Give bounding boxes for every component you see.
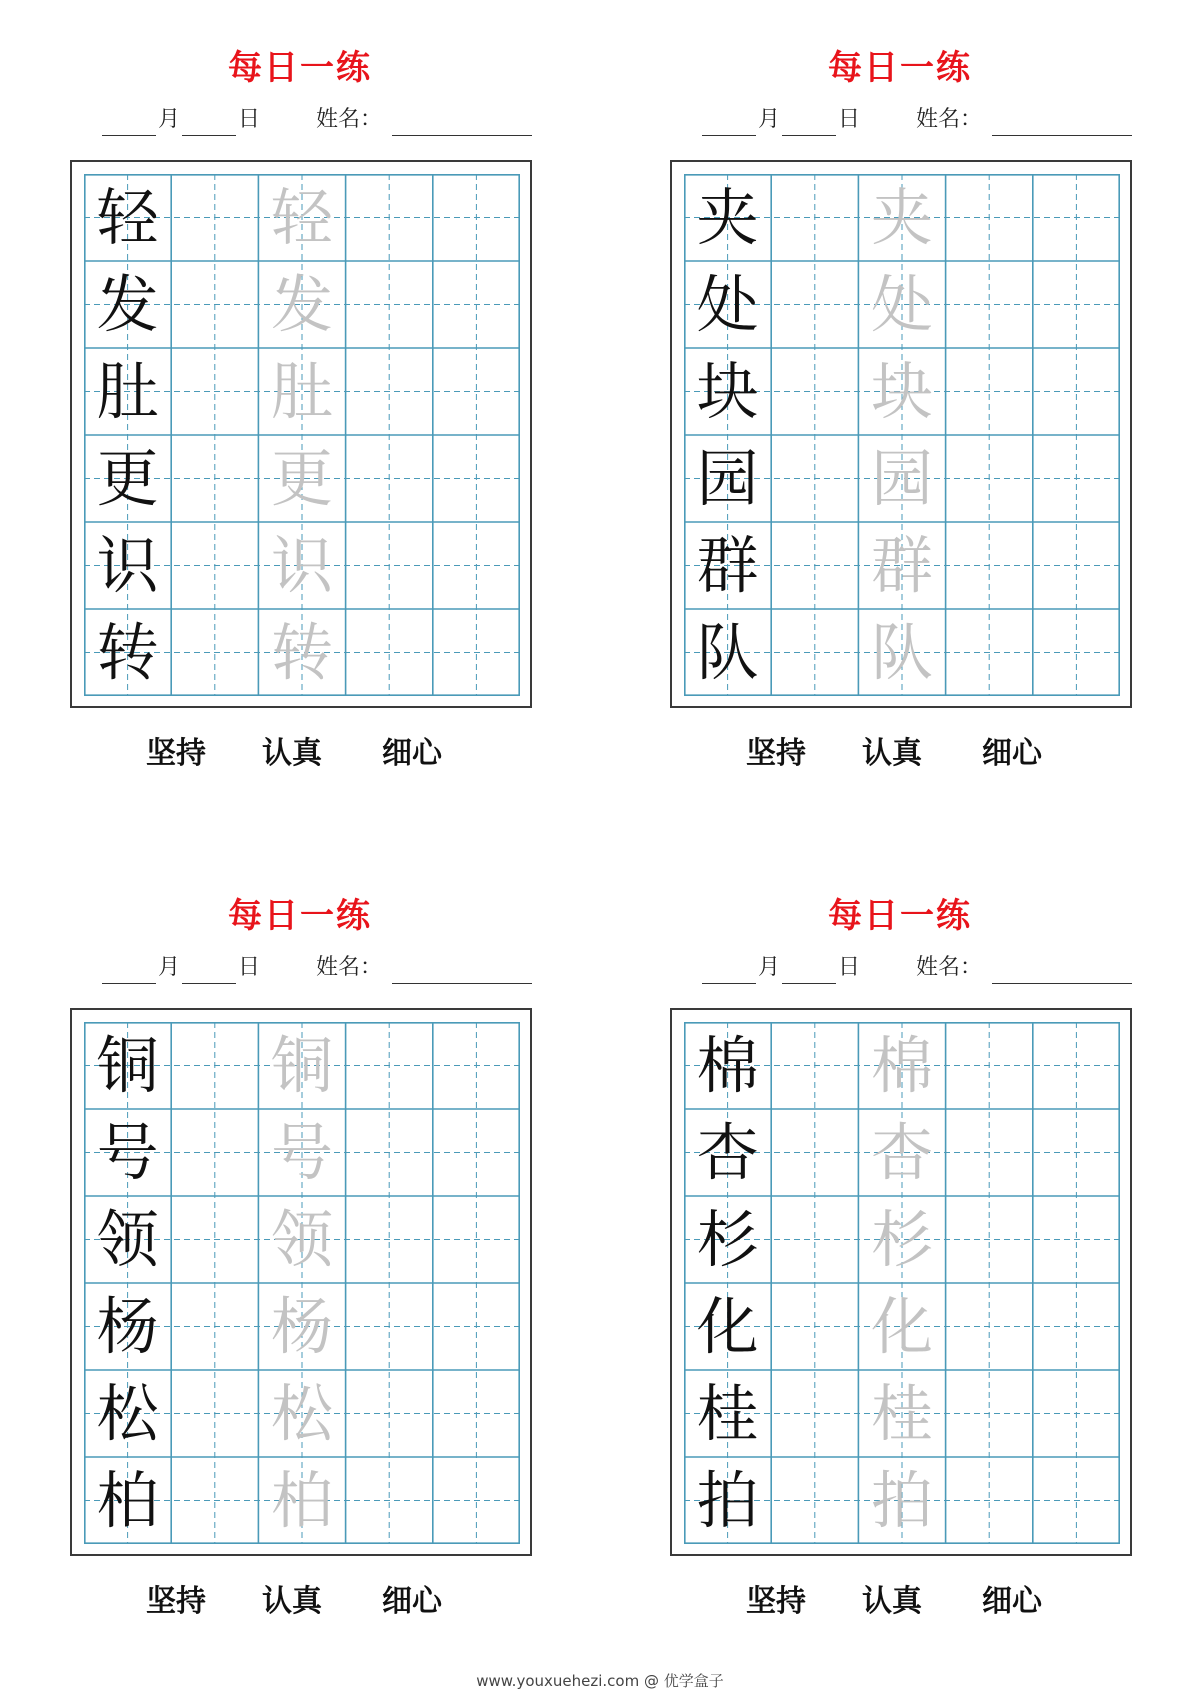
trace-character: 发 bbox=[270, 267, 333, 341]
month-blank[interactable] bbox=[702, 135, 756, 136]
trace-character: 棉 bbox=[870, 1028, 933, 1102]
motto-word: 坚持 bbox=[746, 736, 806, 771]
motto-word: 认真 bbox=[862, 736, 922, 771]
model-character: 肚 bbox=[96, 354, 159, 428]
model-character: 夹 bbox=[696, 180, 759, 254]
name-blank[interactable] bbox=[392, 135, 532, 136]
day-blank[interactable] bbox=[782, 135, 836, 136]
trace-character: 化 bbox=[870, 1289, 933, 1363]
date-name-row bbox=[102, 954, 532, 986]
day-label: 日 bbox=[238, 107, 261, 132]
motto-word: 认真 bbox=[262, 1584, 322, 1619]
trace-character: 块 bbox=[870, 354, 933, 428]
month-label: 月 bbox=[758, 955, 781, 980]
model-character: 园 bbox=[696, 441, 759, 515]
motto-word: 认真 bbox=[262, 736, 322, 771]
day-label: 日 bbox=[838, 955, 861, 980]
tianzige-grid[interactable] bbox=[84, 174, 520, 696]
model-character: 更 bbox=[96, 441, 159, 515]
name-label: 姓名： bbox=[316, 955, 383, 980]
month-blank[interactable] bbox=[702, 983, 756, 984]
day-blank[interactable] bbox=[182, 983, 236, 984]
practice-panel-1 bbox=[0, 0, 600, 780]
writing-frame bbox=[70, 1008, 532, 1556]
trace-character: 园 bbox=[870, 441, 933, 515]
motto-word: 坚持 bbox=[146, 1584, 206, 1619]
trace-character: 转 bbox=[270, 615, 333, 689]
motto-word: 细心 bbox=[982, 1584, 1042, 1619]
trace-character: 拍 bbox=[870, 1463, 933, 1537]
month-blank[interactable] bbox=[102, 135, 156, 136]
writing-frame bbox=[70, 160, 532, 708]
name-label: 姓名： bbox=[916, 107, 983, 132]
date-name-row bbox=[102, 106, 532, 138]
date-name-row bbox=[702, 106, 1132, 138]
motto-word: 认真 bbox=[862, 1584, 922, 1619]
practice-panel-4 bbox=[600, 848, 1200, 1628]
day-blank[interactable] bbox=[782, 983, 836, 984]
trace-character: 杉 bbox=[870, 1202, 933, 1276]
day-blank[interactable] bbox=[182, 135, 236, 136]
model-character: 处 bbox=[696, 267, 759, 341]
writing-frame bbox=[670, 160, 1132, 708]
name-label: 姓名： bbox=[916, 955, 983, 980]
panel-title: 每日一练 bbox=[828, 48, 972, 88]
model-character: 转 bbox=[96, 615, 159, 689]
tianzige-grid[interactable] bbox=[684, 1022, 1120, 1544]
name-blank[interactable] bbox=[392, 983, 532, 984]
trace-character: 夹 bbox=[870, 180, 933, 254]
model-character: 轻 bbox=[96, 180, 159, 254]
practice-panel-3 bbox=[0, 848, 600, 1628]
trace-character: 桂 bbox=[870, 1376, 933, 1450]
trace-character: 队 bbox=[870, 615, 933, 689]
trace-character: 松 bbox=[270, 1376, 333, 1450]
writing-frame bbox=[670, 1008, 1132, 1556]
month-label: 月 bbox=[158, 107, 181, 132]
motto-word: 坚持 bbox=[146, 736, 206, 771]
trace-character: 柏 bbox=[270, 1463, 333, 1537]
trace-character: 轻 bbox=[270, 180, 333, 254]
name-label: 姓名： bbox=[316, 107, 383, 132]
motto-word: 细心 bbox=[982, 736, 1042, 771]
model-character: 识 bbox=[96, 528, 159, 602]
name-blank[interactable] bbox=[992, 983, 1132, 984]
month-label: 月 bbox=[758, 107, 781, 132]
trace-character: 肚 bbox=[270, 354, 333, 428]
trace-character: 更 bbox=[270, 441, 333, 515]
model-character: 棉 bbox=[696, 1028, 759, 1102]
motto-word: 坚持 bbox=[746, 1584, 806, 1619]
motto-word: 细心 bbox=[382, 736, 442, 771]
model-character: 桂 bbox=[696, 1376, 759, 1450]
model-character: 松 bbox=[96, 1376, 159, 1450]
trace-character: 号 bbox=[270, 1115, 333, 1189]
month-label: 月 bbox=[158, 955, 181, 980]
trace-character: 处 bbox=[870, 267, 933, 341]
motto-row bbox=[600, 1576, 1200, 1619]
footer-watermark: www.youxuehezi.com @ 优学盒子 bbox=[476, 1672, 724, 1690]
motto-row bbox=[0, 1576, 600, 1619]
model-character: 杨 bbox=[96, 1289, 159, 1363]
month-blank[interactable] bbox=[102, 983, 156, 984]
model-character: 铜 bbox=[96, 1028, 159, 1102]
trace-character: 铜 bbox=[270, 1028, 333, 1102]
trace-character: 识 bbox=[270, 528, 333, 602]
model-character: 号 bbox=[96, 1115, 159, 1189]
motto-row bbox=[600, 728, 1200, 771]
trace-character: 杏 bbox=[870, 1115, 933, 1189]
model-character: 柏 bbox=[96, 1463, 159, 1537]
model-character: 队 bbox=[696, 615, 759, 689]
tianzige-grid[interactable] bbox=[684, 174, 1120, 696]
day-label: 日 bbox=[838, 107, 861, 132]
tianzige-grid[interactable] bbox=[84, 1022, 520, 1544]
trace-character: 领 bbox=[270, 1202, 333, 1276]
model-character: 领 bbox=[96, 1202, 159, 1276]
model-character: 块 bbox=[696, 354, 759, 428]
motto-row bbox=[0, 728, 600, 771]
model-character: 杉 bbox=[696, 1202, 759, 1276]
day-label: 日 bbox=[238, 955, 261, 980]
name-blank[interactable] bbox=[992, 135, 1132, 136]
model-character: 拍 bbox=[696, 1463, 759, 1537]
motto-word: 细心 bbox=[382, 1584, 442, 1619]
panel-title: 每日一练 bbox=[228, 48, 372, 88]
model-character: 杏 bbox=[696, 1115, 759, 1189]
date-name-row bbox=[702, 954, 1132, 986]
practice-panel-2 bbox=[600, 0, 1200, 780]
panel-title: 每日一练 bbox=[828, 896, 972, 936]
model-character: 发 bbox=[96, 267, 159, 341]
trace-character: 群 bbox=[870, 528, 933, 602]
model-character: 化 bbox=[696, 1289, 759, 1363]
panel-title: 每日一练 bbox=[228, 896, 372, 936]
trace-character: 杨 bbox=[270, 1289, 333, 1363]
model-character: 群 bbox=[696, 528, 759, 602]
